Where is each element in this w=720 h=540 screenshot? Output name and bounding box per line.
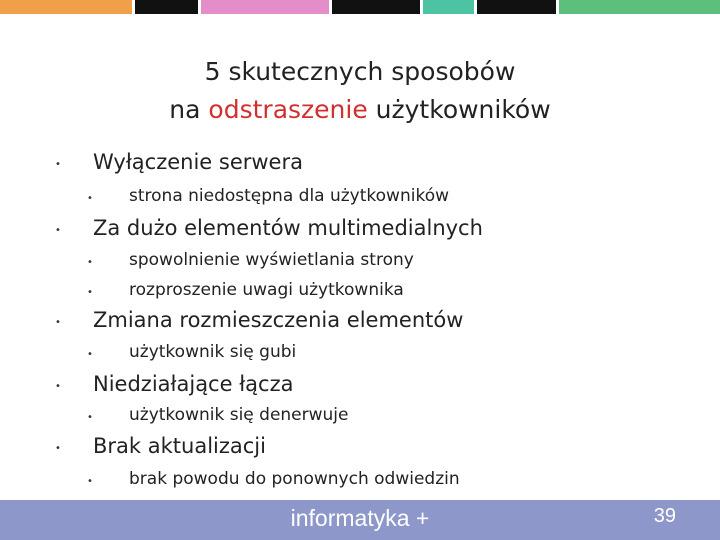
bullet-text: Zmiana rozmieszczenia elementów — [93, 308, 464, 332]
bullet-dot: • — [55, 159, 61, 170]
bullet-text: Brak aktualizacji — [93, 434, 266, 458]
sub-bullet-text: rozproszenie uwagi użytkownika — [129, 280, 404, 300]
sub-bullet-text: użytkownik się denerwuje — [129, 405, 349, 425]
title-line-2-pre: na — [169, 95, 209, 124]
sub-bullet-dot: • — [87, 287, 93, 298]
bullet-dot: • — [55, 381, 61, 392]
sub-bullet-dot: • — [87, 476, 93, 487]
title-line-2-post: użytkowników — [367, 95, 551, 124]
sub-bullet-dot: • — [87, 349, 93, 360]
bullet-dot: • — [55, 225, 61, 236]
sub-bullet-text: spowolnienie wyświetlania strony — [129, 250, 414, 270]
bullet-text: Za dużo elementów multimedialnych — [93, 216, 483, 240]
footer-brand: informatyka + — [290, 505, 430, 531]
sub-bullet-text: użytkownik się gubi — [129, 342, 297, 362]
sub-bullet-dot: • — [87, 193, 93, 204]
footer-bar — [0, 500, 720, 540]
page-number: 39 — [653, 505, 676, 527]
bullet-dot: • — [55, 443, 61, 454]
bullet-text: Niedziałające łącza — [93, 372, 294, 396]
sub-bullet-dot: • — [87, 257, 93, 268]
bullet-dot: • — [55, 317, 61, 328]
title-line-1: 5 skutecznych sposobów — [204, 57, 516, 86]
sub-bullet-text: brak powodu do ponownych odwiedzin — [129, 469, 460, 489]
sub-bullet-text: strona niedostępna dla użytkowników — [129, 186, 449, 206]
bullet-text: Wyłączenie serwera — [93, 150, 303, 174]
sub-bullet-dot: • — [87, 412, 93, 423]
title-accent-word: odstraszenie — [208, 95, 368, 124]
